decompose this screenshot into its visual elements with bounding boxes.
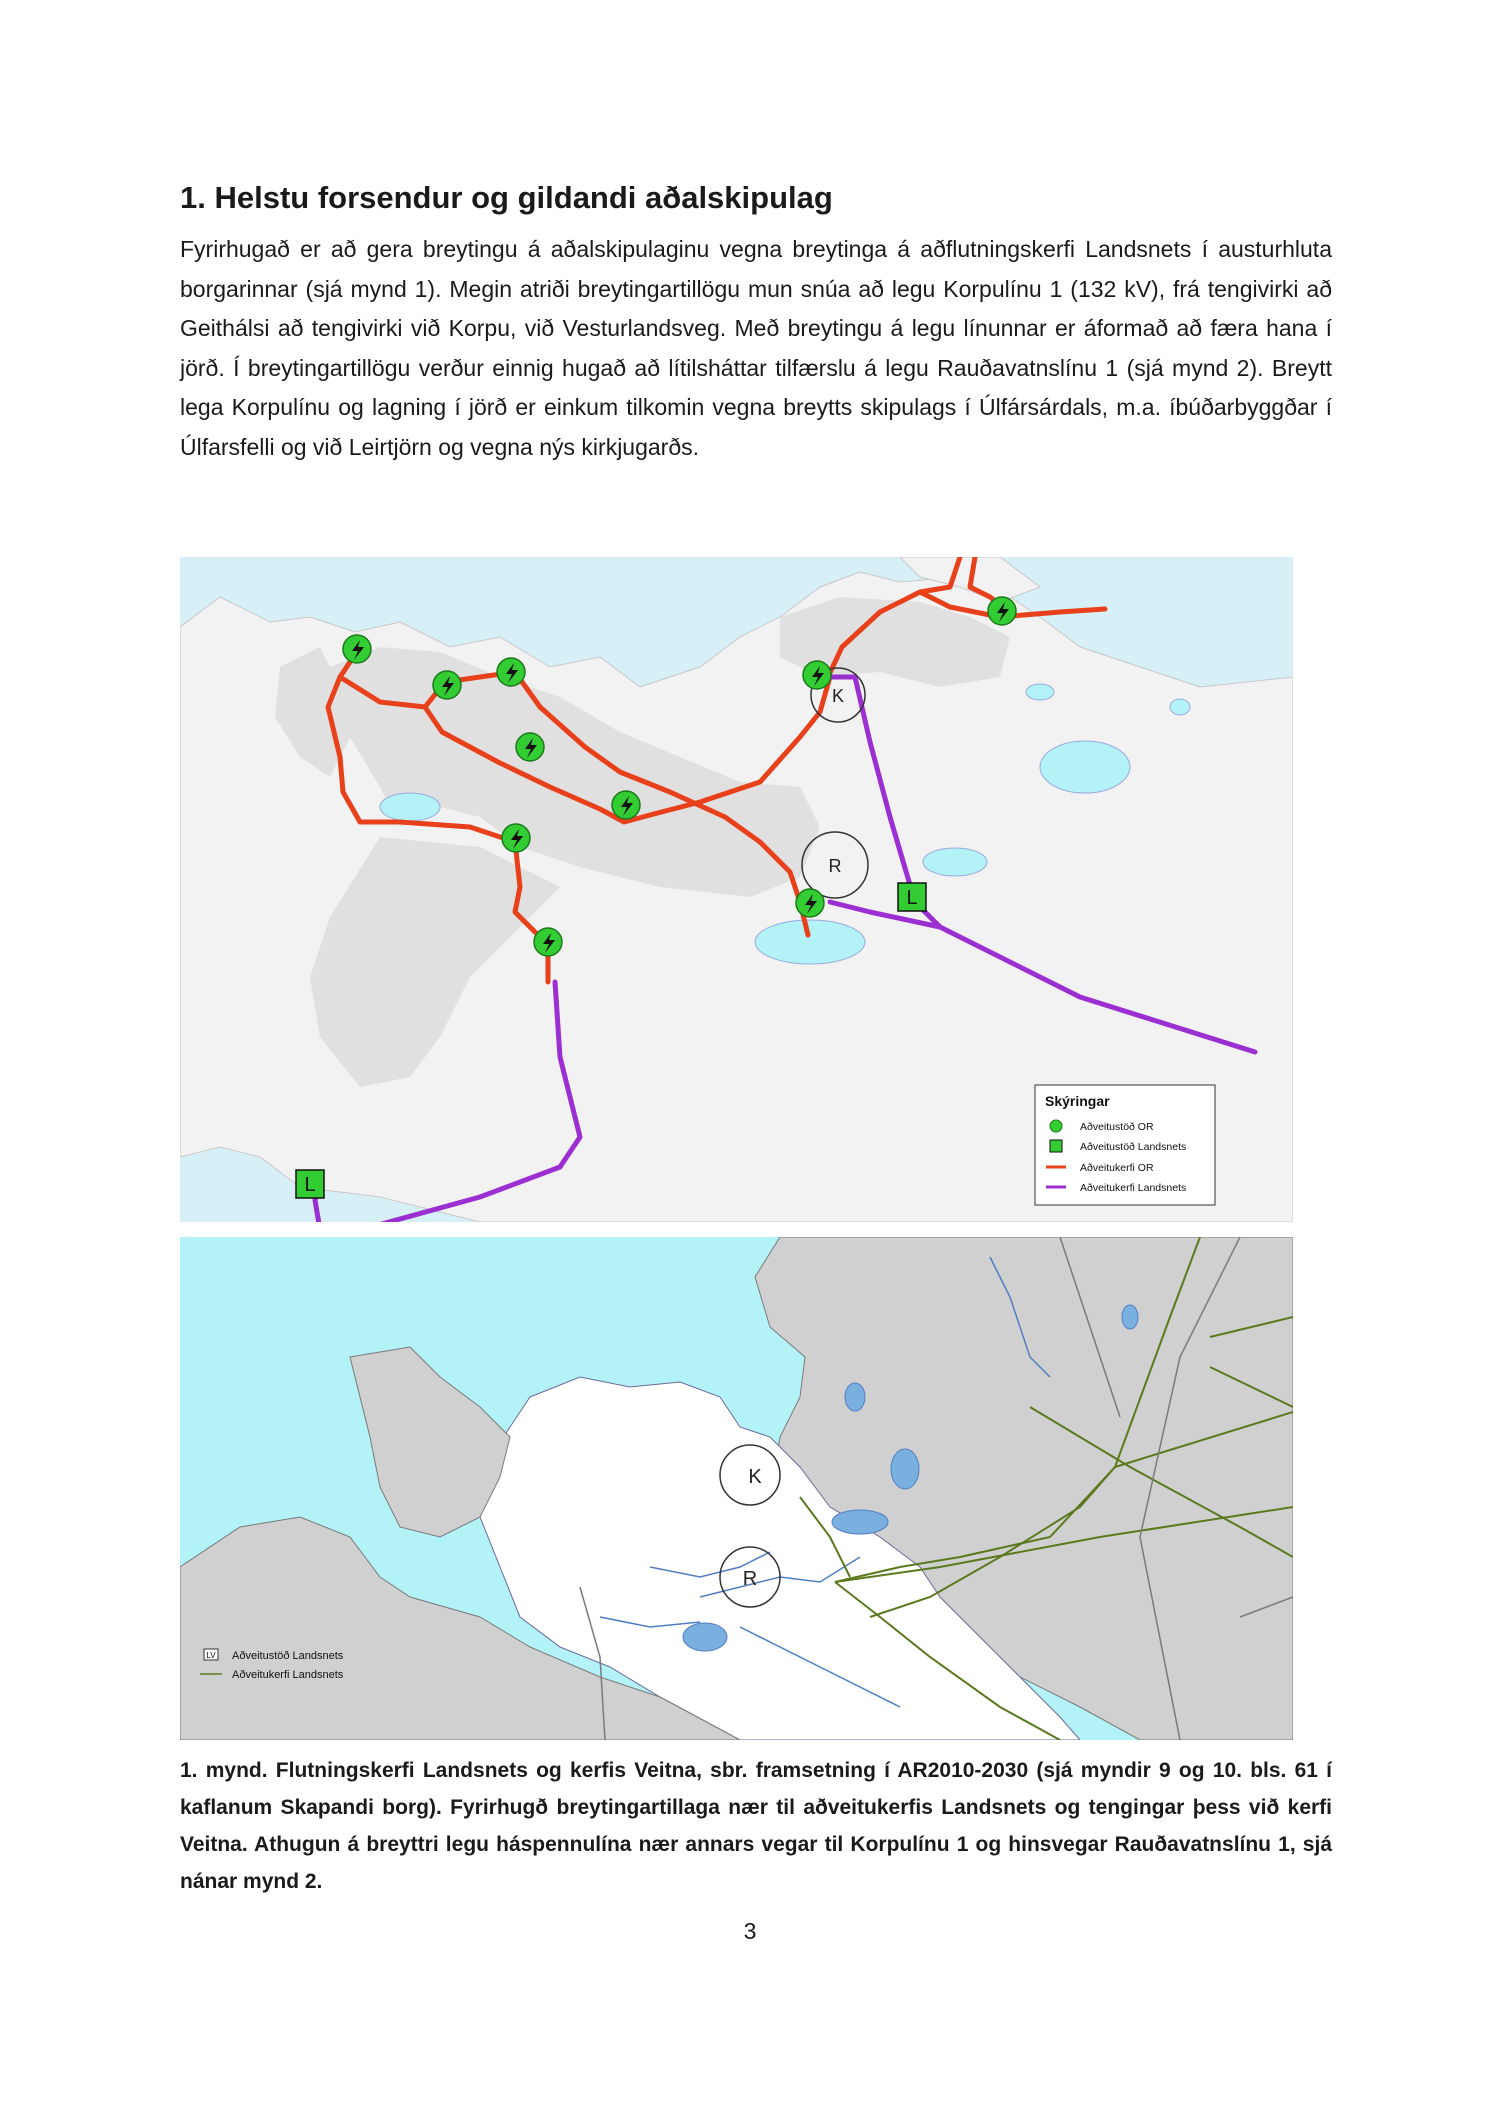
legend-item: Aðveitustöð Landsnets: [1080, 1141, 1187, 1153]
map2-lake: [845, 1383, 865, 1411]
intro-paragraph: Fyrirhugað er að gera breytingu á aðalskipulaginu vegna breytinga á aðflutningskerfi Landsnets í austurhluta borgarinnar (sjá mynd 1). Megin atriði breytingartillögu mun snúa að legu Korpulínu 1 (132 kV), frá tengivirki að Geithálsi að tengivirki við Korpu, við Vesturlandsveg. Með breytingu á legu línunnar er áformað að færa hana í jörð. Í breytingartillögu verður einnig hugað að lítilsháttar tilfærslu á legu Rauðavatnslínu 1 (sjá mynd 2). Breytt lega Korpulínu og lagning í jörð er einkum tilkomin vegna breytts skipulags í Úlfársárdals, m.a. íbúðarbyggðar í Úlfarsfelli og við Leirtjörn og vegna nýs kirkjugarðs.: [180, 236, 1332, 460]
map1-legend: [1035, 1085, 1215, 1205]
map2-circle-k-label: K: [748, 1466, 762, 1488]
map2-lake: [891, 1449, 919, 1489]
legend-item: Aðveitustöð Landsnets: [232, 1650, 344, 1662]
map2-lake: [1122, 1305, 1138, 1329]
or-station-icon: [502, 824, 530, 852]
map2-lake: [683, 1623, 727, 1651]
map1-lake: [755, 920, 865, 964]
or-station-icon: [612, 791, 640, 819]
map-distribution-network: [180, 557, 1293, 1222]
or-station-icon: [516, 733, 544, 761]
map1-lake: [1040, 741, 1130, 793]
legend-landsnet-station-icon: [1050, 1140, 1062, 1152]
legend-item: Aðveitukerfi OR: [1080, 1162, 1154, 1174]
or-station-icon: [534, 928, 562, 956]
circle-k-label: K: [831, 686, 845, 706]
or-station-icon: [343, 635, 371, 663]
map1-lake: [1026, 684, 1054, 700]
or-station-icon: [433, 671, 461, 699]
legend-item: Aðveitukerfi Landsnets: [1080, 1182, 1187, 1194]
legend-item: Aðveitukerfi Landsnets: [232, 1669, 344, 1681]
map1-lake: [380, 793, 440, 821]
or-station-icon: [803, 661, 831, 689]
map-transmission-network: [180, 1237, 1293, 1740]
circle-r-label: R: [828, 856, 842, 876]
page-number: 3: [743, 1918, 757, 1944]
legend-or-station-icon: [1050, 1120, 1062, 1132]
legend-item: Aðveitustöð OR: [1080, 1121, 1154, 1133]
map2-circle-r-label: R: [742, 1568, 758, 1590]
legend-title: Skýringar: [1045, 1093, 1110, 1109]
map1-lake: [923, 848, 987, 876]
map1-lake: [1170, 699, 1190, 715]
figure-caption: 1. mynd. Flutningskerfi Landsnets og kerfis Veitna, sbr. framsetning í AR2010-2030 (sjá myndir 9 og 10. bls. 61 í kaflanum Skapandi borg). Fyrirhugð breytingartillaga nær til aðveitukerfis Landsnets og tengingar þess við kerfi Veitna. Athugun á breyttri legu háspennulína nær annars vegar til Korpulínu 1 og hinsvegar Rauðavatnslínu 1, sjá nánar mynd 2.: [180, 1759, 1332, 1893]
section-heading: 1. Helstu forsendur og gildandi aðalskipulag: [180, 180, 833, 215]
or-station-icon: [497, 658, 525, 686]
landsnet-station-icon: [898, 883, 926, 911]
landsnet-station-icon: [296, 1170, 324, 1198]
or-station-icon: [988, 597, 1016, 625]
map2-lake: [832, 1510, 888, 1534]
svg-text:L: L: [304, 1174, 316, 1196]
or-station-icon: [796, 889, 824, 917]
svg-text:LV: LV: [206, 1651, 216, 1660]
svg-text:L: L: [906, 887, 918, 909]
